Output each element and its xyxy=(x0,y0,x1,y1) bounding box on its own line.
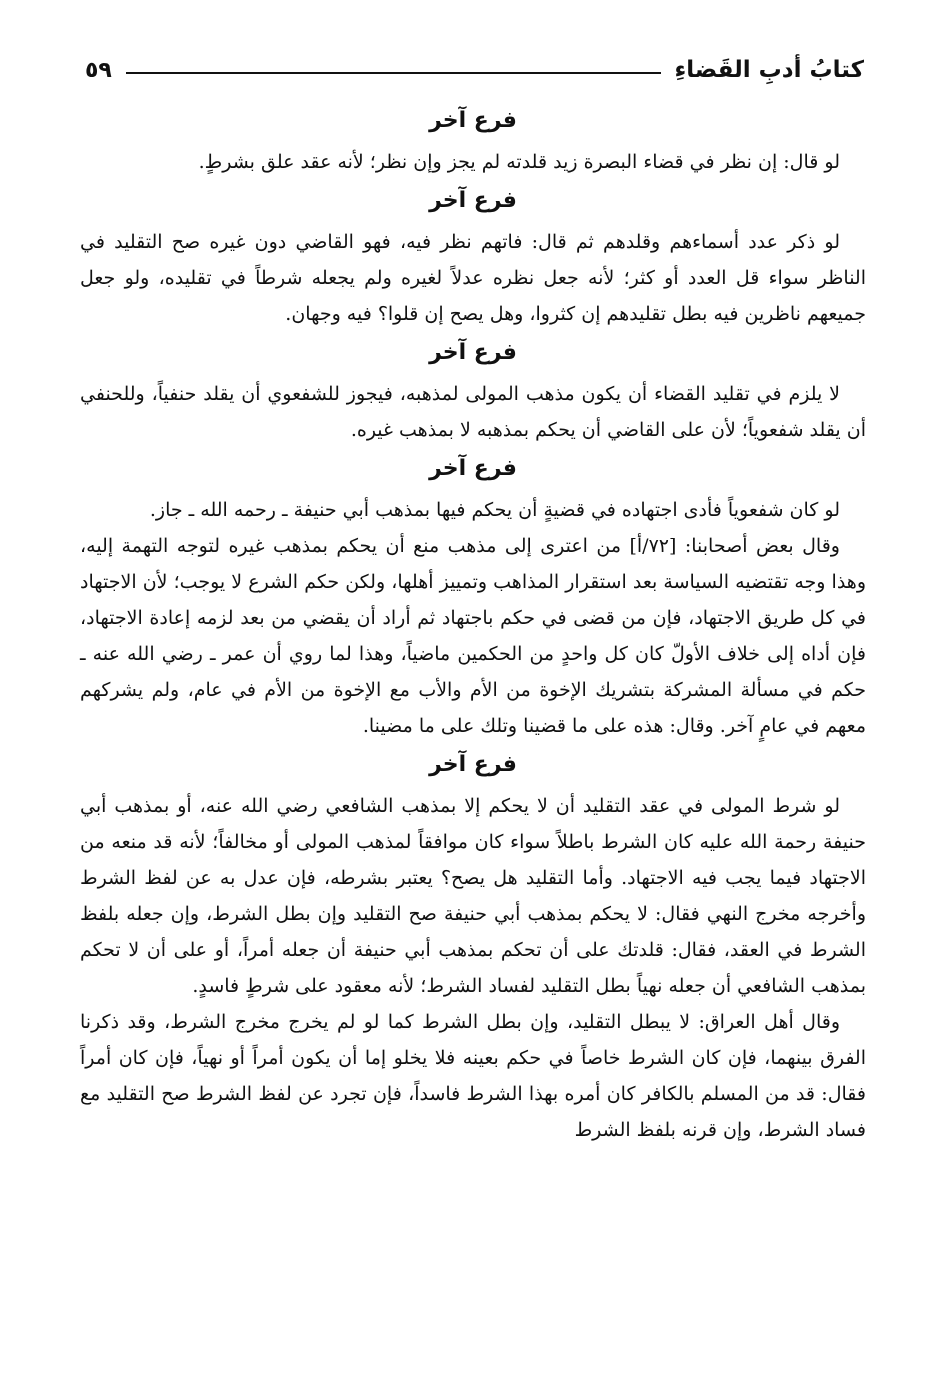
section-heading: فرع آخر xyxy=(429,108,517,133)
running-head xyxy=(85,50,864,90)
paragraph: وقال أهل العراق: لا يبطل التقليد، وإن بطل الشرط كما لو لم يخرج مخرج الشرط، وقد ذكرنا الفرق بينهما، فإن كان الشرط خاصاً في حكم بعينه فلا يخلو إما أن يكون أمراً أو نهياً، فإن كان أمراً فقال: قد من المسلم بالكافر كان أمره بهذا الشرط فاسداً، فإن تجرد عن لفظ الشرط صح التقليد مع فساد الشرط، وإن قرنه بلفظ الشرط xyxy=(80,1011,866,1141)
paragraph: لا يلزم في تقليد القضاء أن يكون مذهب المولى لمذهبه، فيجوز للشفعوي أن يقلد حنفياً، وللحنفي أن يقلد شفعوياً؛ لأن على القاضي أن يحكم بمذهبه لا بمذهب غيره. xyxy=(80,383,866,441)
paragraph: لو ذكر عدد أسماءهم وقلدهم ثم قال: فاتهم نظر فيه، فهو القاضي دون غيره صح التقليد في الناظر سواء قل العدد أو كثر؛ لأنه جعل نظره عدلاً لغيره ولم يجعله شرطاً في تقليده، ولو جعل جميعهم ناظرين فيه بطل تقليدهم إن كثروا، وهل يصح إن قلوا؟ فيه وجهان. xyxy=(80,231,866,325)
book-title: كتابُ أدبِ القَضاءِ xyxy=(674,57,864,83)
paragraph: وقال بعض أصحابنا: [٧٢/أ] من اعترى إلى مذهب منع أن يحكم بمذهب غيره لتوجه التهمة إليه، وهذا وجه تقتضيه السياسة بعد استقرار المذاهب وتمييز أهلها، ولكن حكم الشرع لا يوجب؛ لأن الاجتهاد في كل طريق الاجتهاد، فإن من قضى في حكم باجتهاد ثم أراد أن يقضي من بعد لزمه إعادة الاجتهاد، فإن أداه إلى خلاف الأولّ كان كل واحدٍ من الحكمين ماضياً، وهذا لما روي أن عمر ـ رضي الله عنه ـ حكم في مسألة المشركة بتشريك الإخوة من الأم والأب مع الإخوة من الأم في عام، ولم يشركهم معهم في عامٍ آخر. وقال: هذه على ما قضينا وتلك على ما مضينا. xyxy=(80,535,866,737)
paragraph: لو قال: إن نظر في قضاء البصرة زيد قلدته لم يجز وإن نظر؛ لأنه عقد علق بشرطٍ. xyxy=(198,151,840,173)
section-heading: فرع آخر xyxy=(429,456,517,481)
page-number: ٥٩ xyxy=(85,57,112,83)
paragraph: لو شرط المولى في عقد التقليد أن لا يحكم إلا بمذهب الشافعي رضي الله عنه، أو بمذهب أبي حنيفة رحمة الله عليه كان الشرط باطلاً سواء كان موافقاً لمذهب المولى أو مخالفاً؛ لأنه قد منعه من الاجتهاد فيما يجب فيه الاجتهاد. وأما التقليد هل يصح؟ يعتبر بشرطه، فإن عدل به عن لفظ الشرط وأخرجه مخرج النهي فقال: لا يحكم بمذهب أبي حنيفة صح التقليد وإن بطل الشرط، وإن جعله بلفظ الشرط في العقد، فقال: قلدتك على أن تحكم بمذهب أبي حنيفة أن جعله أمراً، أو على أن لا تحكم بمذهب الشافعي أن جعله نهياً بطل التقليد لفساد الشرط؛ لأنه معقود على شرطٍ فاسدٍ. xyxy=(80,795,866,997)
paragraph: لو كان شفعوياً فأدى اجتهاده في قضيةٍ أن يحكم فيها بمذهب أبي حنيفة ـ رحمه الله ـ جاز. xyxy=(149,499,840,521)
page-body xyxy=(80,100,866,1148)
header-rule xyxy=(126,72,661,74)
section-heading: فرع آخر xyxy=(429,752,517,777)
section-heading: فرع آخر xyxy=(429,188,517,213)
section-heading: فرع آخر xyxy=(429,340,517,365)
